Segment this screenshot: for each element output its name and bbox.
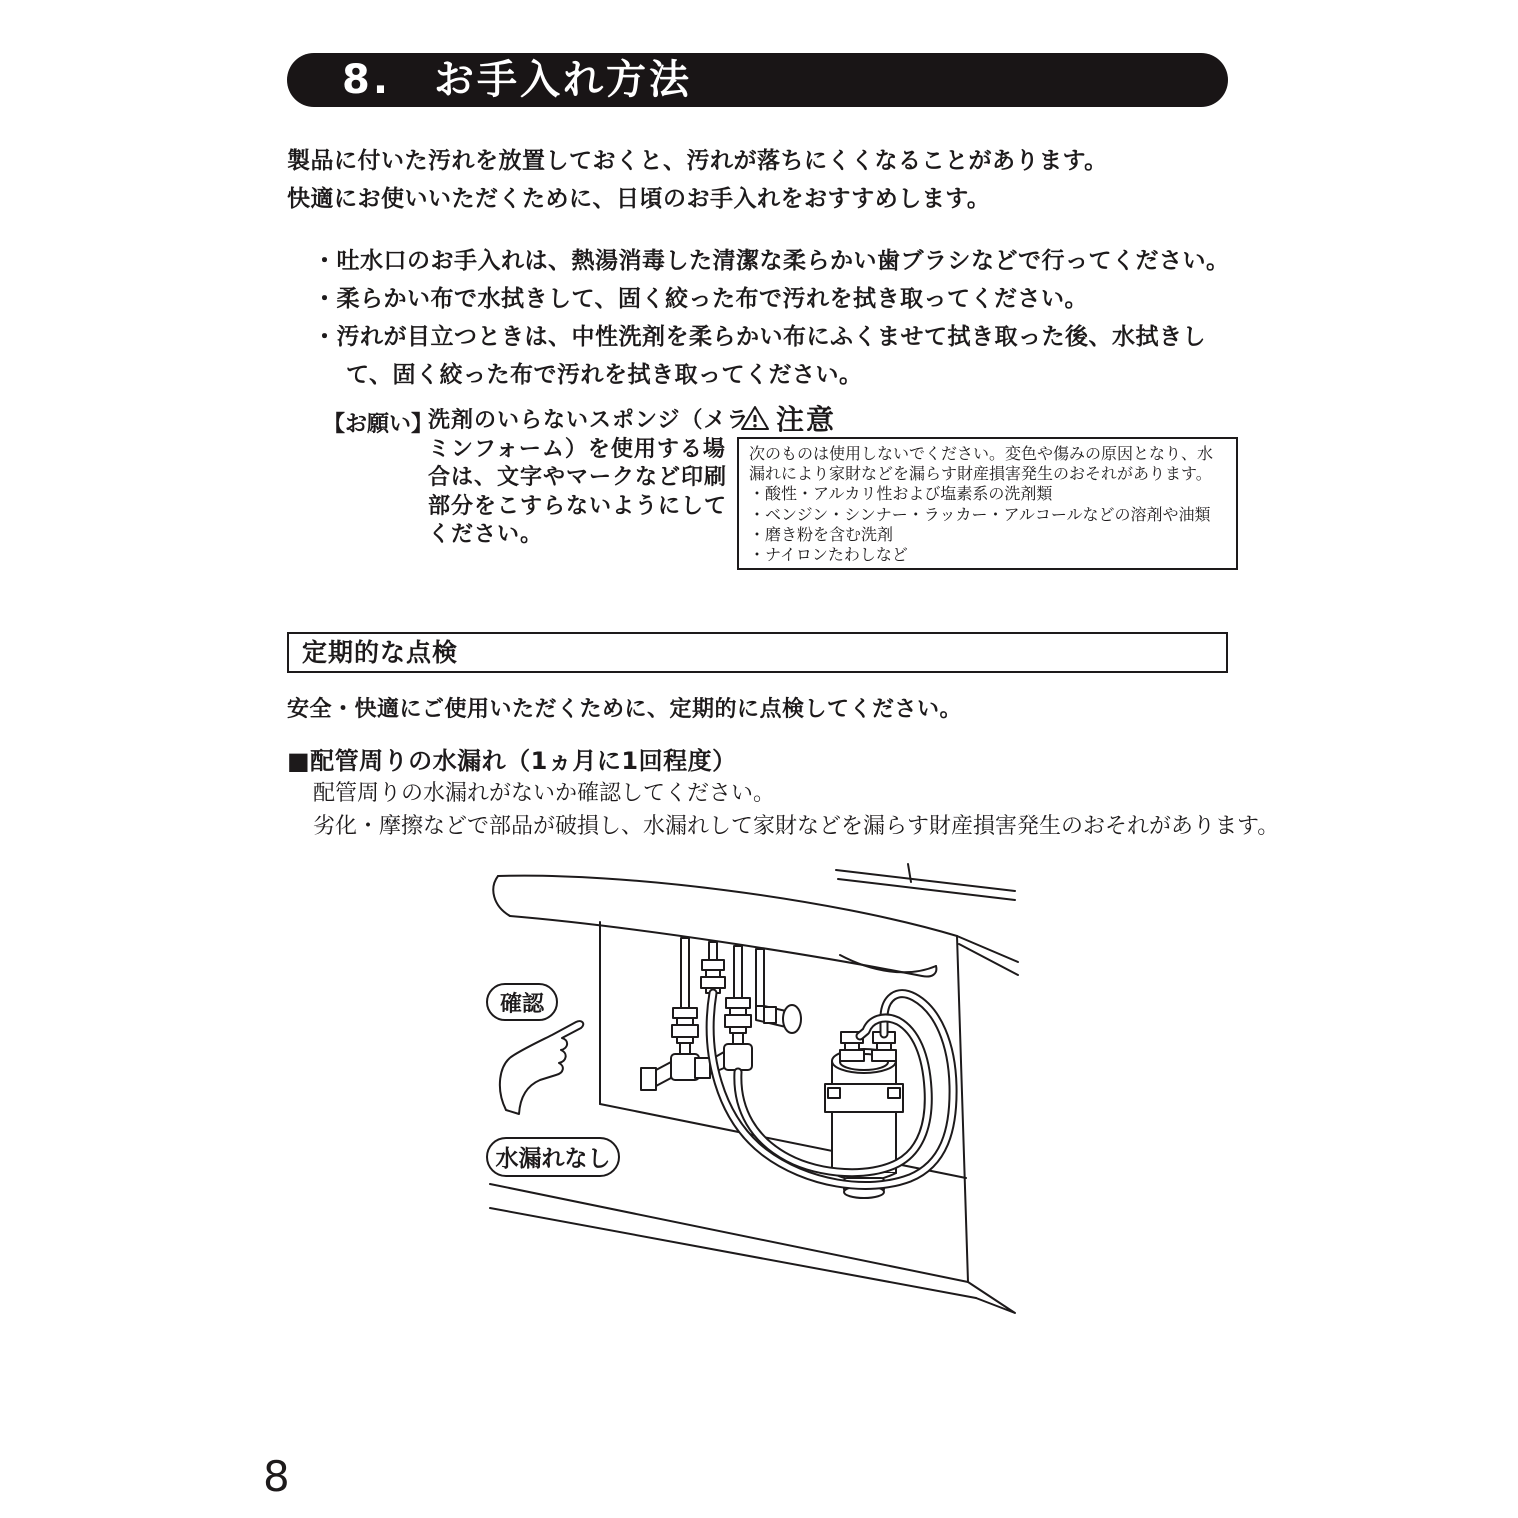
request-note-line-3: 合は、文字やマークなど印刷 (428, 465, 728, 490)
sink-outline (836, 864, 1018, 975)
pointing-hand-icon (500, 1021, 583, 1114)
caution-heading (740, 398, 836, 438)
no-leak-label-text: 水漏れなし (495, 1146, 611, 1172)
caution-line-5: ・磨き粉を含む洗剤 (749, 524, 894, 544)
care-point-2: ・柔らかい布で水拭きして、固く絞った布で汚れを拭き取ってください。 (313, 286, 1089, 312)
request-note-line-2: ミンフォーム）を使用する場 (428, 436, 726, 462)
caution-line-1: 次のものは使用しないでください。変色や傷みの原因となり、水 (749, 444, 1214, 463)
pipe-leak-line-1: 配管周りの水漏れがないか確認してください。 (313, 781, 776, 806)
page-number: 8 (263, 1452, 290, 1501)
counter-outline (493, 876, 957, 977)
wall-flange (783, 1005, 801, 1033)
under-sink-illustration (470, 858, 1042, 1338)
no-leak-label-bubble (487, 1138, 619, 1176)
caution-line-3: ・酸性・アルカリ性および塩素系の洗剤類 (749, 484, 1053, 504)
request-note-line-4: 部分をこすらないようにして (428, 493, 728, 519)
care-point-1: ・吐水口のお手入れは、熱湯消毒した清潔な柔らかい歯ブラシなどで行ってください。 (313, 248, 1230, 274)
care-point-3-continued: て、固く絞った布で汚れを拭き取ってください。 (346, 362, 863, 388)
caution-line-2: 漏れにより家財などを漏らす財産損害発生のおそれがあります。 (749, 464, 1212, 484)
pipe-leak-description (313, 777, 1279, 843)
intro-line-2: 快適にお使いいただくために、日頃のお手入れをおすすめします。 (287, 186, 991, 212)
care-point-3: ・汚れが目立つときは、中性洗剤を柔らかい布にふくませて拭き取った後、水拭きし (313, 324, 1206, 350)
request-note-text (428, 407, 749, 550)
request-note-line-1: 洗剤のいらないスポンジ（メラ (428, 408, 750, 433)
care-points-list (313, 242, 1230, 394)
check-label-text: 確認 (499, 992, 545, 1017)
periodic-check-title: 定期的な点検 (302, 638, 459, 667)
warning-triangle-icon (740, 404, 770, 432)
request-note-label: 【お願い】 (323, 412, 434, 437)
intro-line-1: 製品に付いた汚れを放置しておくと、汚れが落ちにくくなることがあります。 (287, 148, 1108, 174)
caution-title-text: 注意 (776, 403, 837, 436)
supply-pipes (641, 938, 801, 1090)
shutoff-valve-right (724, 1044, 752, 1070)
periodic-check-title-box (287, 632, 1228, 673)
request-note-line-5: ください。 (428, 522, 544, 547)
caution-box (737, 437, 1238, 570)
cabinet-panel-lines (490, 922, 1015, 1313)
pipe-leak-line-2: 劣化・摩擦などで部品が破損し、水漏れして家財などを漏らす財産損害発生のおそれがあります。 (313, 814, 1280, 839)
section-title: 8. お手入れ方法 (342, 57, 693, 103)
intro-paragraph (287, 142, 1108, 218)
section-title-bar (287, 53, 1228, 107)
check-label-bubble (487, 984, 557, 1020)
caution-line-6: ・ナイロンたわしなど (749, 545, 908, 565)
pipe-leak-heading: ■配管周りの水漏れ（1ヵ月に1回程度） (287, 747, 737, 775)
periodic-check-intro: 安全・快適にご使用いただくために、定期的に点検してください。 (287, 697, 963, 722)
caution-line-4: ・ベンジン・シンナー・ラッカー・アルコールなどの溶剤や油類 (749, 504, 1211, 524)
